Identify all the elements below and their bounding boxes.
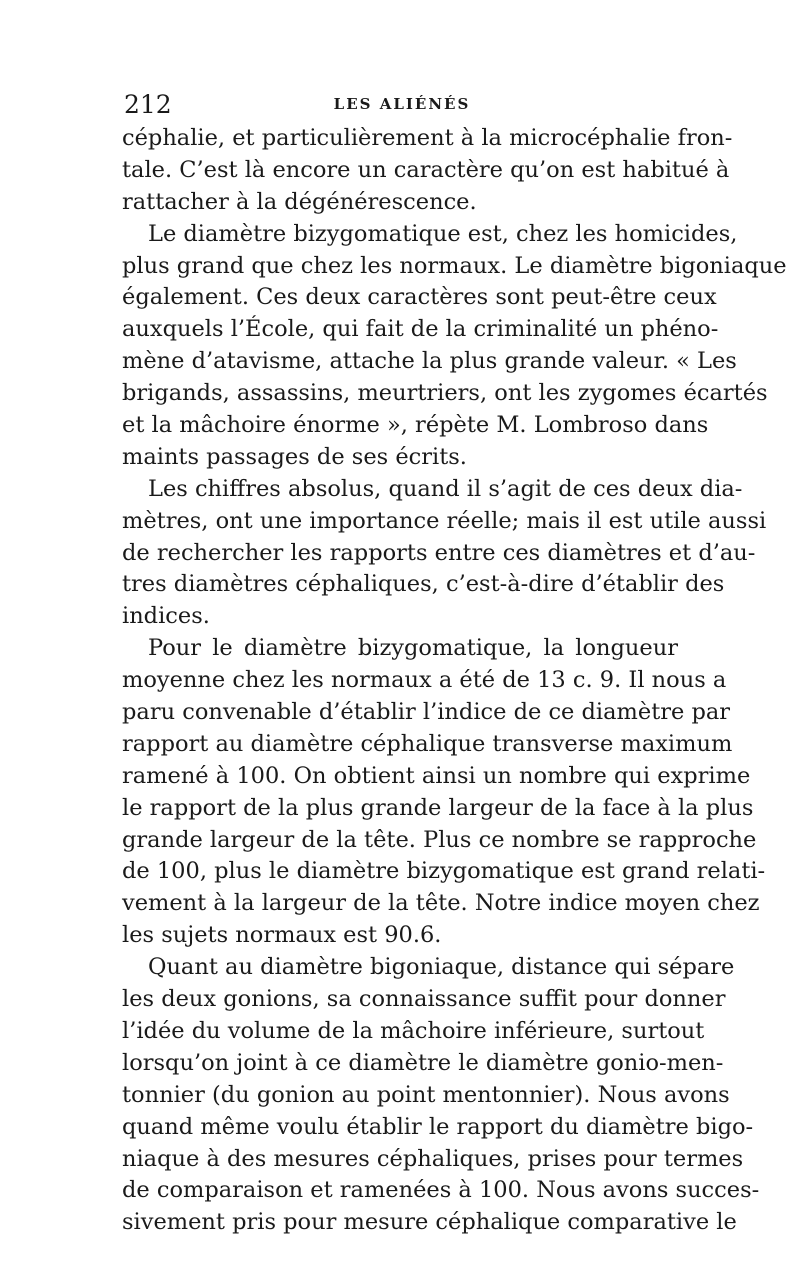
- text-line: le rapport de la plus grande largeur de la face à la plus: [122, 794, 754, 821]
- text-line: vement à la largeur de la tête. Notre indice moyen chez: [122, 890, 760, 917]
- text-line: ramené à 100. On obtient ainsi un nombre qui exprime: [122, 762, 751, 789]
- text-line: les sujets normaux est 90.6.: [122, 922, 442, 949]
- text-line: Les chiffres absolus, quand il s’agit de ces deux dia-: [148, 475, 743, 502]
- text-line: tres diamètres céphaliques, c’est-à-dire d’établir des: [122, 571, 725, 598]
- text-line: grande largeur de la tête. Plus ce nombre se rapproche: [122, 826, 757, 853]
- text-line: céphalie, et particulièrement à la microcéphalie fron-: [122, 125, 733, 151]
- text-line: paru convenable d’établir l’indice de ce diamètre par: [122, 699, 731, 726]
- text-line: de 100, plus le diamètre bizygomatique est grand relati-: [122, 858, 766, 885]
- text-line: quand même voulu établir le rapport du diamètre bigo-: [122, 1113, 754, 1140]
- text-line: maints passages de ses écrits.: [122, 443, 467, 470]
- text-line: les deux gonions, sa connaissance suffit pour donner: [122, 986, 726, 1013]
- body-text: [122, 123, 787, 1239]
- text-line: mène d’atavisme, attache la plus grande valeur. « Les: [122, 348, 737, 375]
- text-line: mètres, ont une importance réelle; mais il est utile aussi: [122, 507, 767, 534]
- text-line: de comparaison et ramenées à 100. Nous avons succes-: [122, 1177, 760, 1204]
- text-line: Pour le diamètre bizygomatique, la longueur: [148, 635, 678, 662]
- text-line: niaque à des mesures céphaliques, prises pour termes: [122, 1145, 744, 1172]
- text-line: moyenne chez les normaux a été de 13 c. 9. Il nous a: [122, 667, 727, 694]
- text-line: tonnier (du gonion au point mentonnier). Nous avons: [122, 1081, 730, 1108]
- text-line: rapport au diamètre céphalique transverse maximum: [122, 730, 733, 757]
- text-line: l’idée du volume de la mâchoire inférieure, surtout: [122, 1017, 705, 1044]
- text-line: auxquels l’École, qui fait de la criminalité un phéno-: [122, 316, 719, 343]
- text-line: brigands, assassins, meurtriers, ont les zygomes écartés: [122, 380, 768, 407]
- text-line: lorsqu’on joint à ce diamètre le diamètre gonio-men-: [122, 1049, 724, 1076]
- text-line: également. Ces deux caractères sont peut-être ceux: [122, 284, 717, 311]
- text-line: indices.: [122, 603, 210, 630]
- text-line: de rechercher les rapports entre ces diamètres et d’au-: [122, 539, 756, 566]
- text-line: tale. C’est là encore un caractère qu’on est habitué à: [122, 156, 730, 183]
- page-header: [122, 90, 682, 120]
- text-line: Quant au diamètre bigoniaque, distance qui sépare: [148, 954, 735, 981]
- running-title: LES ALIÉNÉS: [333, 95, 471, 113]
- text-line: sivement pris pour mesure céphalique comparative le: [122, 1209, 737, 1236]
- text-line: et la mâchoire énorme », répète M. Lombroso dans: [122, 412, 709, 439]
- text-line: Le diamètre bizygomatique est, chez les homicides,: [148, 220, 738, 247]
- text-line: rattacher à la dégénérescence.: [122, 188, 477, 215]
- page-number: 212: [124, 90, 172, 119]
- text-line: plus grand que chez les normaux. Le diamètre bigoniaque: [122, 252, 787, 279]
